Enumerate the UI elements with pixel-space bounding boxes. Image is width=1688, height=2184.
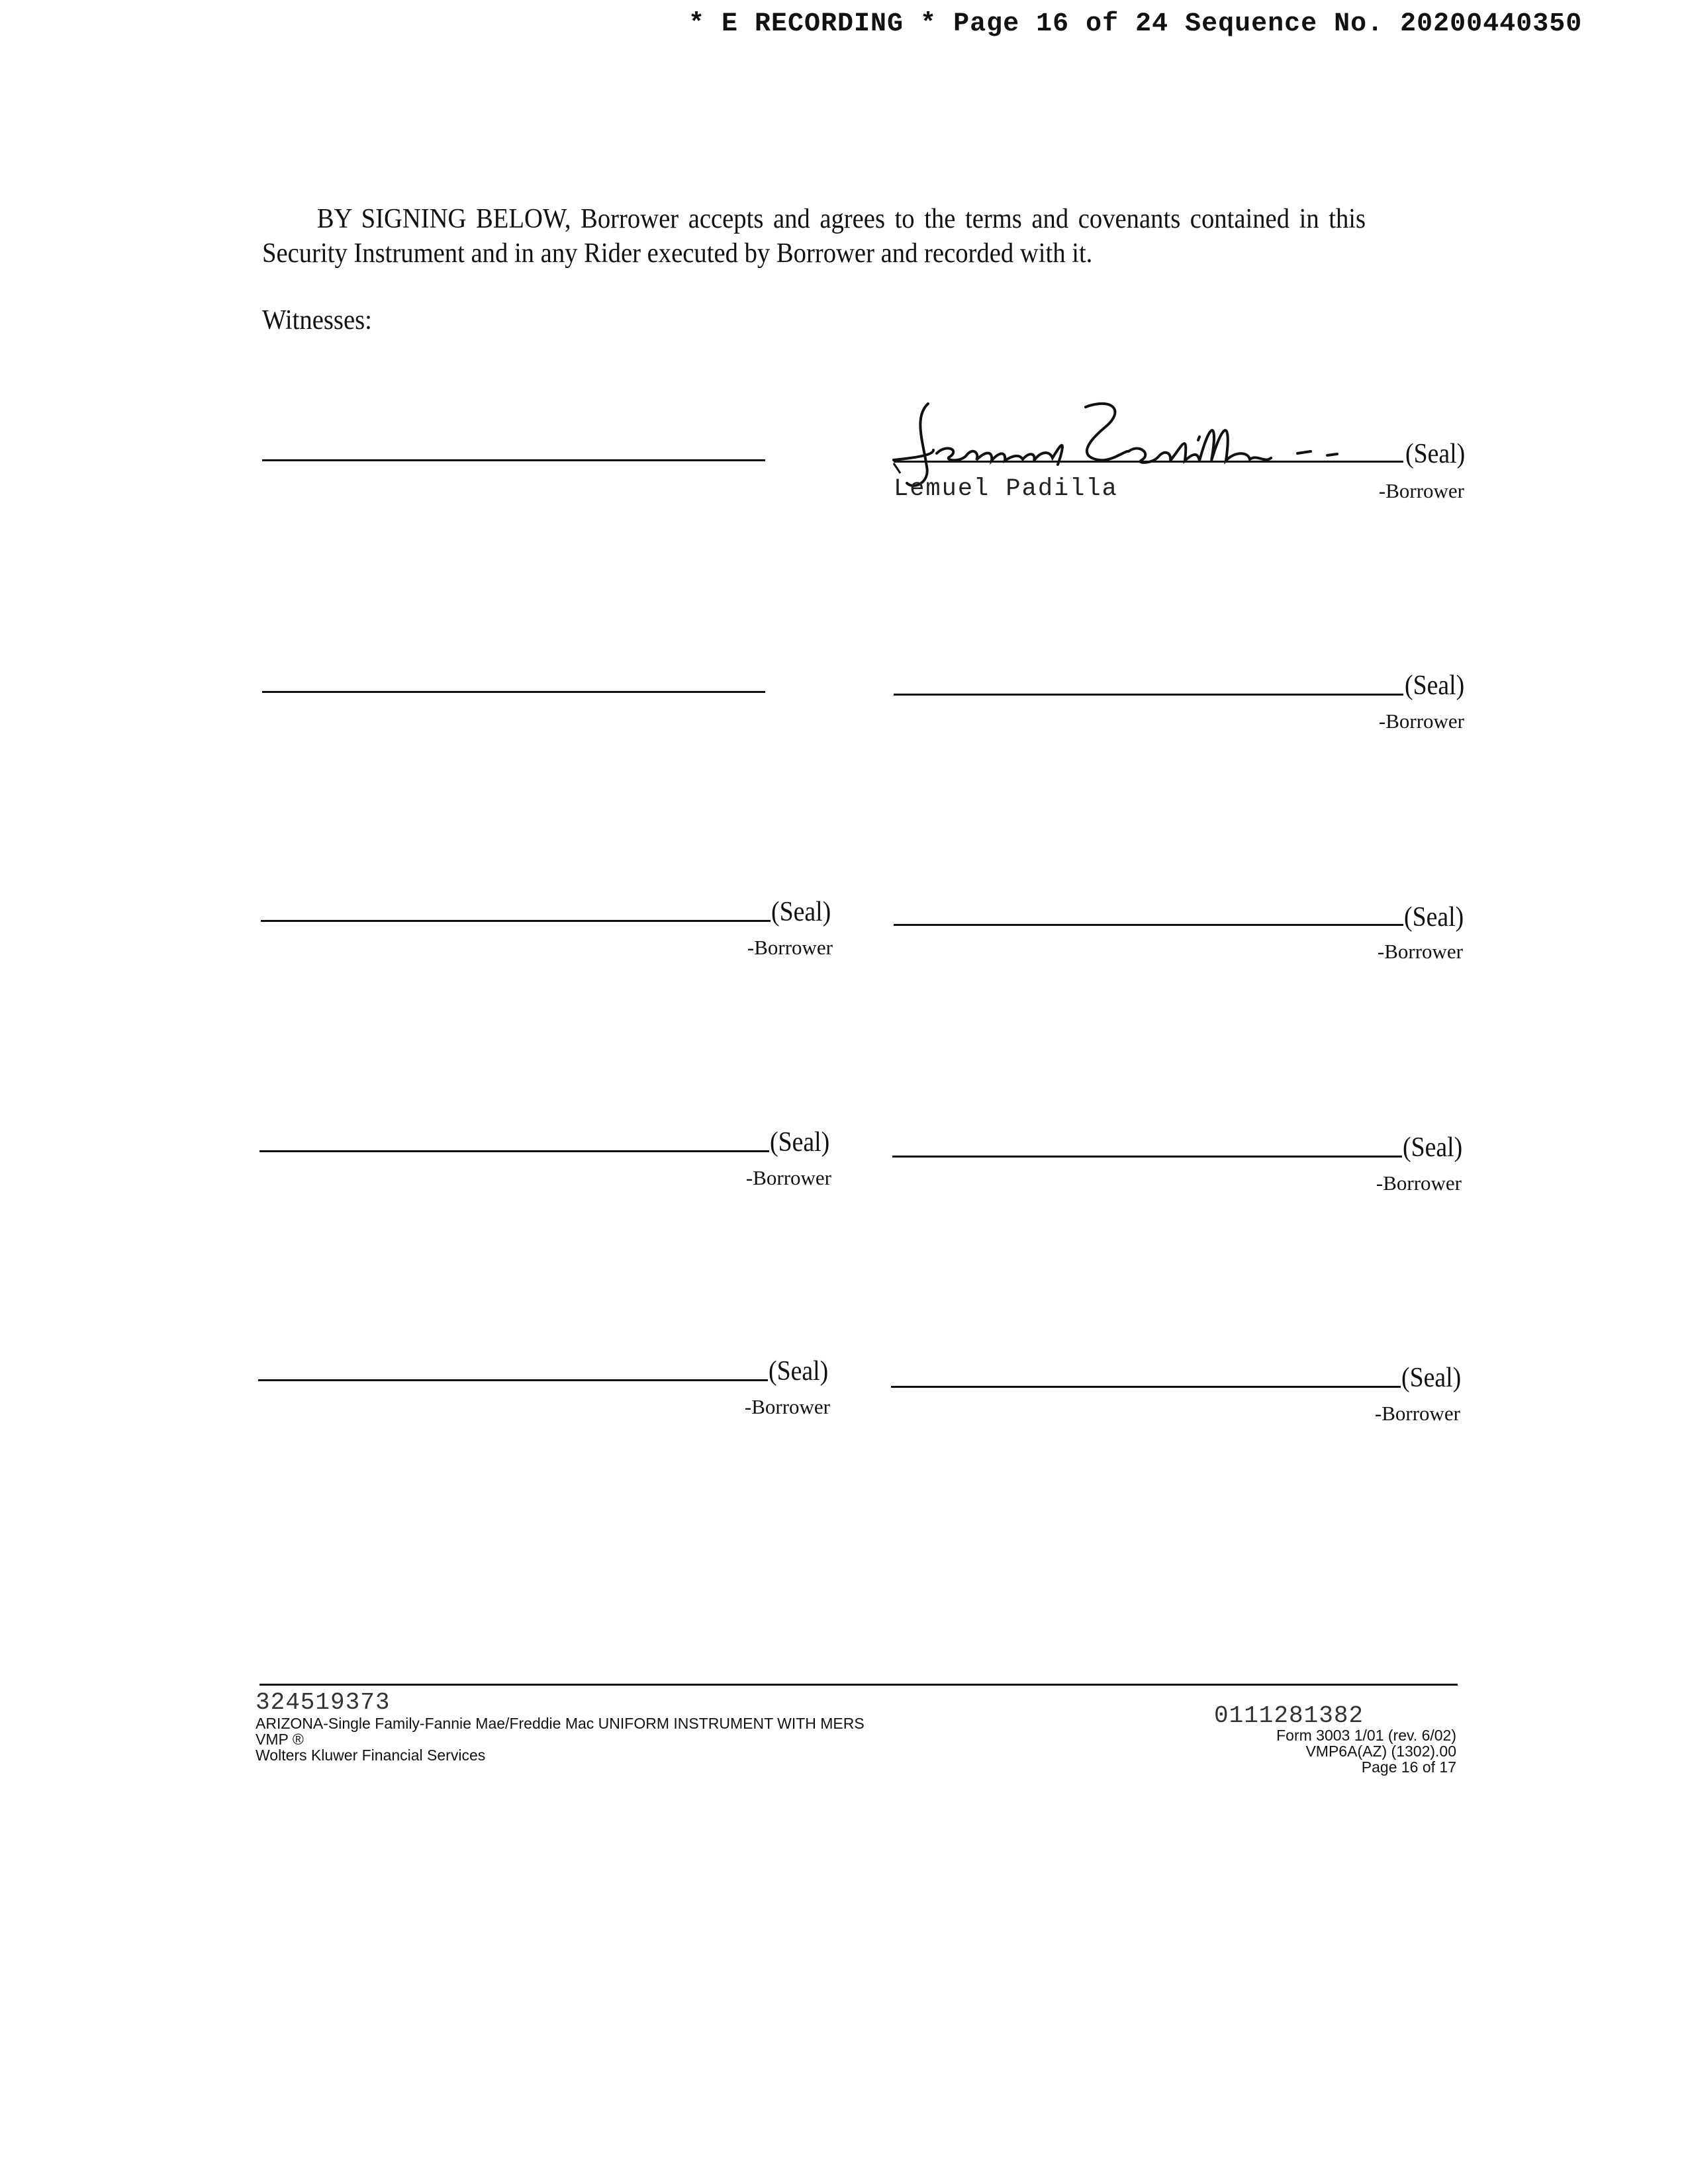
seal-label-5-left: (Seal) [769, 1356, 829, 1387]
borrower-label-3-right: -Borrower [1377, 940, 1463, 963]
borrower-line-2 [894, 694, 1403, 696]
seal-label-3-left: (Seal) [771, 897, 831, 927]
borrower-label-5-right: -Borrower [1374, 1402, 1460, 1425]
witness-line-1 [262, 459, 765, 461]
seal-label-4-left: (Seal) [770, 1127, 830, 1158]
borrower-label-1: -Borrower [1378, 479, 1464, 502]
borrower-name: Lemuel Padilla [894, 475, 1118, 503]
borrower-line-4-left [259, 1150, 769, 1152]
witness-line-2 [262, 691, 765, 693]
seal-label-4-right: (Seal) [1403, 1132, 1463, 1163]
borrower-line-3-right [894, 924, 1403, 926]
vmp-mark: VMP ® [256, 1731, 304, 1748]
form-title: ARIZONA-Single Family-Fannie Mae/Freddie Mac UNIFORM INSTRUMENT WITH MERS [256, 1715, 865, 1732]
borrower-label-3-left: -Borrower [747, 936, 833, 959]
form-number: Form 3003 1/01 (rev. 6/02) [1276, 1727, 1456, 1744]
page-info: Page 16 of 17 [1361, 1758, 1456, 1776]
borrower-line-5-left [258, 1379, 768, 1381]
footer-rule [259, 1684, 1458, 1686]
seal-label-5-right: (Seal) [1401, 1363, 1462, 1393]
borrower-line-4-right [892, 1156, 1402, 1158]
borrower-label-4-right: -Borrower [1376, 1171, 1462, 1195]
seal-label-2: (Seal) [1405, 670, 1465, 701]
borrower-label-2: -Borrower [1378, 709, 1464, 733]
publisher: Wolters Kluwer Financial Services [256, 1747, 486, 1764]
vmp-code: VMP6A(AZ) (1302).00 [1305, 1743, 1456, 1760]
seal-label-3-right: (Seal) [1404, 902, 1464, 933]
borrower-line-5-right [891, 1386, 1401, 1388]
seal-label-1: (Seal) [1405, 439, 1466, 469]
loan-number-left: 324519373 [256, 1689, 391, 1716]
borrower-label-5-left: -Borrower [744, 1395, 830, 1418]
loan-number-right: 0111281382 [1214, 1702, 1364, 1729]
borrower-line-3-left [261, 920, 771, 922]
borrower-line-1 [894, 461, 1403, 463]
recording-header: * E RECORDING * Page 16 of 24 Sequence No. 20200440350 [688, 9, 1583, 39]
borrower-label-4-left: -Borrower [745, 1166, 831, 1189]
witnesses-label: Witnesses: [262, 305, 372, 336]
signing-statement: BY SIGNING BELOW, Borrower accepts and agrees to the terms and covenants contained in this Security Instrument and in any Rider executed by Borrower and recorded with it. [262, 204, 1366, 269]
